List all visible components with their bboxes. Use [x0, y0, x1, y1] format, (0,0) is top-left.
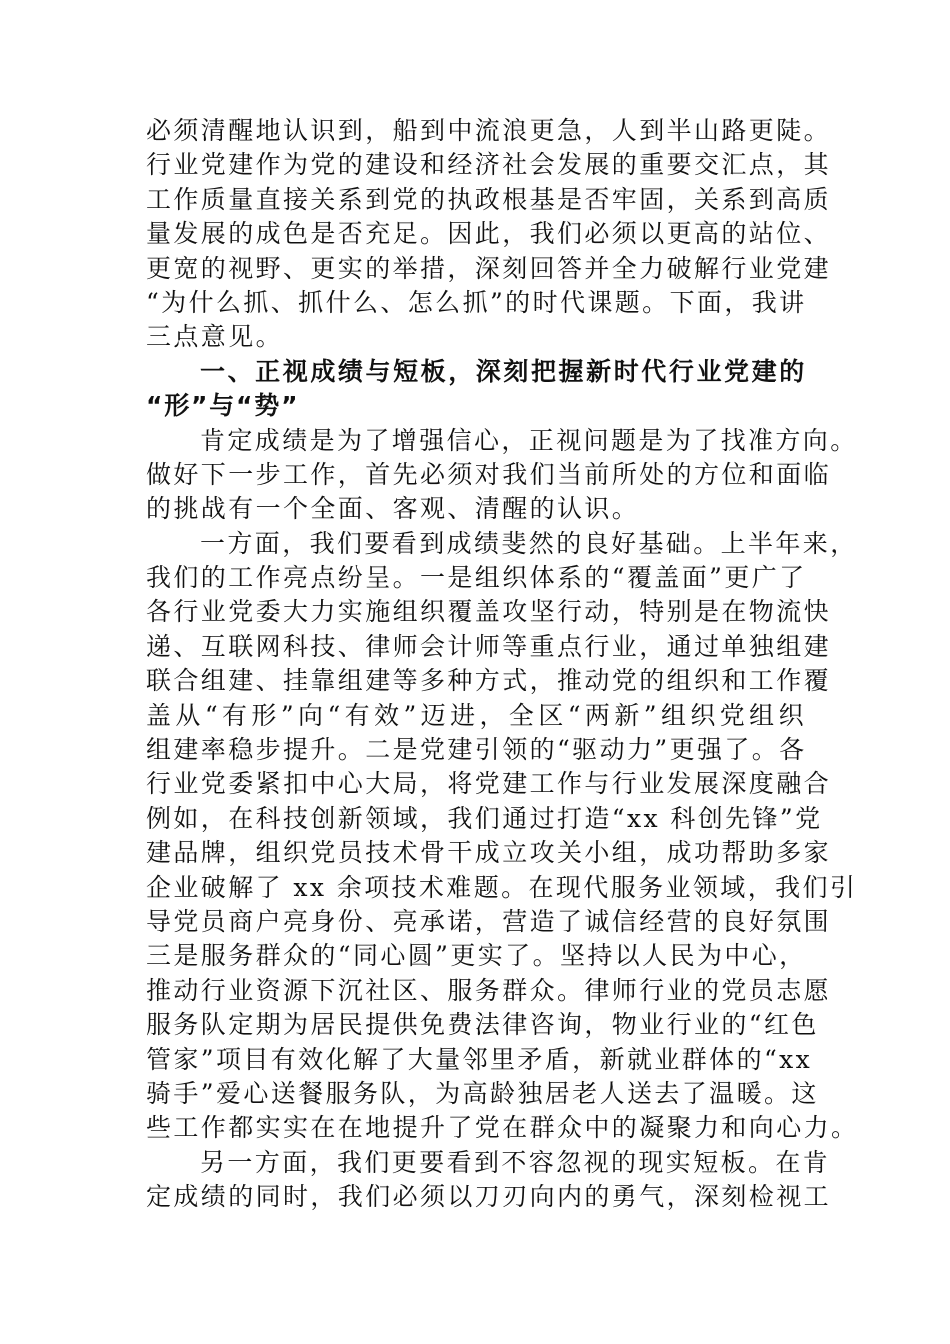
- text-line: 建品牌，组织党员技术骨干成立攻关小组，成功帮助多家: [146, 838, 832, 868]
- text-line: 联合组建、挂靠组建等多种方式，推动党的组织和工作覆: [146, 666, 832, 696]
- paragraph-intro: [146, 114, 832, 355]
- document-page: [146, 114, 859, 1215]
- text-line: 递、互联网科技、律师会计师等重点行业，通过单独组建: [146, 631, 832, 661]
- text-line: 工作质量直接关系到党的执政根基是否牢固，关系到高质: [146, 184, 832, 214]
- text-line: 服务队定期为居民提供免费法律咨询，物业行业的“红色: [146, 1010, 819, 1040]
- text-line: 做好下一步工作，首先必须对我们当前所处的方位和面临: [146, 459, 832, 489]
- text-line: 我们的工作亮点纷呈。一是组织体系的“覆盖面”更广了: [146, 563, 807, 593]
- section-heading: [146, 355, 806, 424]
- text-line: “为什么抓、抓什么、怎么抓”的时代课题。下面，我讲: [146, 287, 807, 317]
- text-line: 量发展的成色是否充足。因此，我们必须以更高的站位、: [146, 219, 832, 249]
- text-line: 盖从“有形”向“有效”迈进，全区“两新”组织党组织: [146, 700, 806, 730]
- paragraph: [146, 1146, 832, 1215]
- text-line: 行业党委紧扣中心大局，将党建工作与行业发展深度融合: [146, 769, 832, 799]
- text-line: 导党员商户亮身份、亮承诺，营造了诚信经营的良好氛围: [146, 906, 832, 936]
- text-line: 例如，在科技创新领域，我们通过打造“xx 科创先锋”党: [146, 803, 823, 833]
- heading-line: “形”与“势”: [146, 391, 300, 421]
- text-line: 企业破解了 xx 余项技术难题。在现代服务业领域，我们引: [146, 872, 858, 902]
- text-line: 管家”项目有效化解了大量邻里矛盾，新就业群体的“xx: [146, 1044, 813, 1074]
- text-line: 另一方面，我们更要看到不容忽视的现实短板。在肯: [200, 1147, 831, 1177]
- text-line: 组建率稳步提升。二是党建引领的“驱动力”更强了。各: [146, 735, 807, 765]
- paragraph: [146, 424, 858, 527]
- text-line: 更宽的视野、更实的举措，深刻回答并全力破解行业党建: [146, 253, 832, 283]
- text-line: 定成绩的同时，我们必须以刀刃向内的勇气，深刻检视工: [146, 1182, 832, 1212]
- paragraph: [146, 527, 859, 1146]
- text-line: 些工作都实实在在地提升了党在群众中的凝聚力和向心力。: [146, 1113, 859, 1143]
- text-line: 肯定成绩是为了增强信心，正视问题是为了找准方向。: [200, 425, 858, 455]
- heading-line: 一、正视成绩与短板，深刻把握新时代行业党建的: [200, 356, 806, 386]
- text-line: 的挑战有一个全面、客观、清醒的认识。: [146, 494, 640, 524]
- text-line: 必须清醒地认识到，船到中流浪更急，人到半山路更陡。: [146, 116, 832, 145]
- text-line: 一方面，我们要看到成绩斐然的良好基础。上半年来，: [200, 528, 858, 558]
- text-line: 各行业党委大力实施组织覆盖攻坚行动，特别是在物流快: [146, 597, 832, 627]
- text-line: 骑手”爱心送餐服务队，为高龄独居老人送去了温暖。这: [146, 1078, 819, 1108]
- text-line: 行业党建作为党的建设和经济社会发展的重要交汇点，其: [146, 150, 832, 180]
- text-line: 推动行业资源下沉社区、服务群众。律师行业的党员志愿: [146, 975, 832, 1005]
- text-line: 三点意见。: [146, 322, 284, 352]
- text-line: 三是服务群众的“同心圆”更实了。坚持以人民为中心，: [146, 941, 807, 971]
